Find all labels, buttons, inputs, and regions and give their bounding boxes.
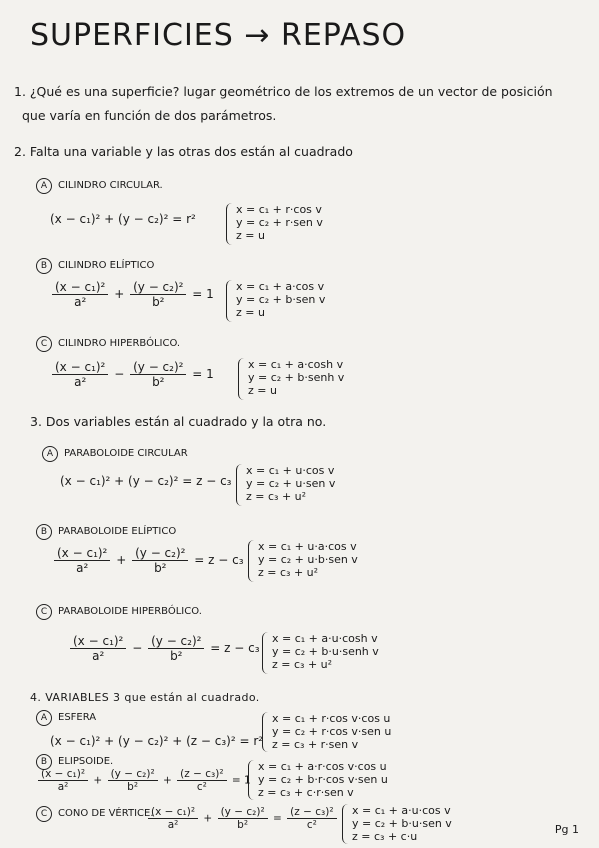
q4-a-param: x = c₁ + r·cos v·cos u y = c₂ + r·cos v·sen u z = c₃ + r·sen v [262,712,391,752]
brace-icon [262,712,271,752]
q1-line1: 1. ¿Qué es una superficie? lugar geométrico de los extremos de un vector de posición [14,84,553,99]
q3-a-equation: (x − c₁)² + (y − c₂)² = z − c₃ [60,474,232,488]
bullet-a-icon: A [42,446,58,462]
q3-a-label: A PARABOLOIDE CIRCULAR [42,446,188,462]
q4-b-label: B ELIPSOIDE. [36,754,113,770]
q2-a-param: x = c₁ + r·cos v y = c₂ + r·sen v z = u [226,203,323,245]
q3-b-label: B PARABOLOIDE ELÍPTICO [36,524,176,540]
q4-c-equation: $\frac{\text{(x − c₁)²}}{\text{a²}}$ + $\frac{\text{(y − c₂)²}}{\text{b²}}$ = $\frac{\text{(z − c₃)²}}{\text{c²}}$ [146,806,339,831]
bullet-a-icon: A [36,178,52,194]
q2-a-label: A CILINDRO CIRCULAR. [36,178,163,194]
brace-icon [342,804,351,844]
brace-icon [248,760,257,800]
bullet-b-icon: B [36,258,52,274]
q4-b-param: x = c₁ + a·r·cos v·cos u y = c₂ + b·r·cos v·sen u z = c₃ + c·r·sen v [248,760,388,800]
brace-icon [236,464,245,506]
q4-a-label: A ESFERA [36,710,96,726]
q3-c-label: C PARABOLOIDE HIPERBÓLICO. [36,604,202,620]
q3-c-param: x = c₁ + a·u·cosh v y = c₂ + b·u·senh v z = c₃ + u² [262,632,379,674]
q4-b-equation: $\frac{\text{(x − c₁)²}}{\text{a²}}$ + $\frac{\text{(y − c₂)²}}{\text{b²}}$ + $\frac{\text{(z − c₃)²}}{\text{c²}}$ = 1 [36,768,251,793]
bullet-b-icon: B [36,754,52,770]
q2-c-param: x = c₁ + a·cosh v y = c₂ + b·senh v z = u [238,358,344,400]
q2-b-label: B CILINDRO ELÍPTICO [36,258,154,274]
page-title: SUPERFICIES → REPASO [30,18,407,53]
q2-c-equation: $\frac{\text{(x − c₁)²}}{\text{a²}}$ − $\frac{\text{(y − c₂)²}}{\text{b²}}$ = 1 [50,360,214,389]
brace-icon [226,203,235,245]
brace-icon [248,540,257,582]
q4-c-param: x = c₁ + a·u·cos v y = c₂ + b·u·sen v z = c₃ + c·u [342,804,452,844]
q2-b-equation: $\frac{\text{(x − c₁)²}}{\text{a²}}$ + $\frac{\text{(y − c₂)²}}{\text{b²}}$ = 1 [50,280,214,309]
q2-title: 2. Falta una variable y las otras dos están al cuadrado [14,144,353,159]
brace-icon [262,632,271,674]
bullet-a-icon: A [36,710,52,726]
bullet-c-icon: C [36,604,52,620]
q3-a-param: x = c₁ + u·cos v y = c₂ + u·sen v z = c₃ + u² [236,464,335,506]
q4-a-equation: (x − c₁)² + (y − c₂)² + (z − c₃)² = r² [50,734,264,748]
page-number: Pg 1 [554,823,579,836]
brace-icon [226,280,235,322]
q3-title: 3. Dos variables están al cuadrado y la otra no. [30,414,327,429]
q3-b-param: x = c₁ + u·a·cos v y = c₂ + u·b·sen v z = c₃ + u² [248,540,358,582]
brace-icon [238,358,247,400]
q1-line2: que varía en función de dos parámetros. [22,108,277,123]
q2-a-equation: (x − c₁)² + (y − c₂)² = r² [50,212,196,226]
q4-title: 4. VARIABLES 3 que están al cuadrado. [30,691,260,704]
bullet-b-icon: B [36,524,52,540]
q2-b-param: x = c₁ + a·cos v y = c₂ + b·sen v z = u [226,280,325,322]
q2-c-label: C CILINDRO HIPERBÓLICO. [36,336,180,352]
q3-c-equation: $\frac{\text{(x − c₁)²}}{\text{a²}}$ − $\frac{\text{(y − c₂)²}}{\text{b²}}$ = z − c₃ [68,634,260,663]
q3-b-equation: $\frac{\text{(x − c₁)²}}{\text{a²}}$ + $\frac{\text{(y − c₂)²}}{\text{b²}}$ = z − c₃ [52,546,244,575]
bullet-c-icon: C [36,336,52,352]
bullet-c-icon: C [36,806,52,822]
q4-c-label: C CONO DE VÉRTICE. [36,806,154,822]
